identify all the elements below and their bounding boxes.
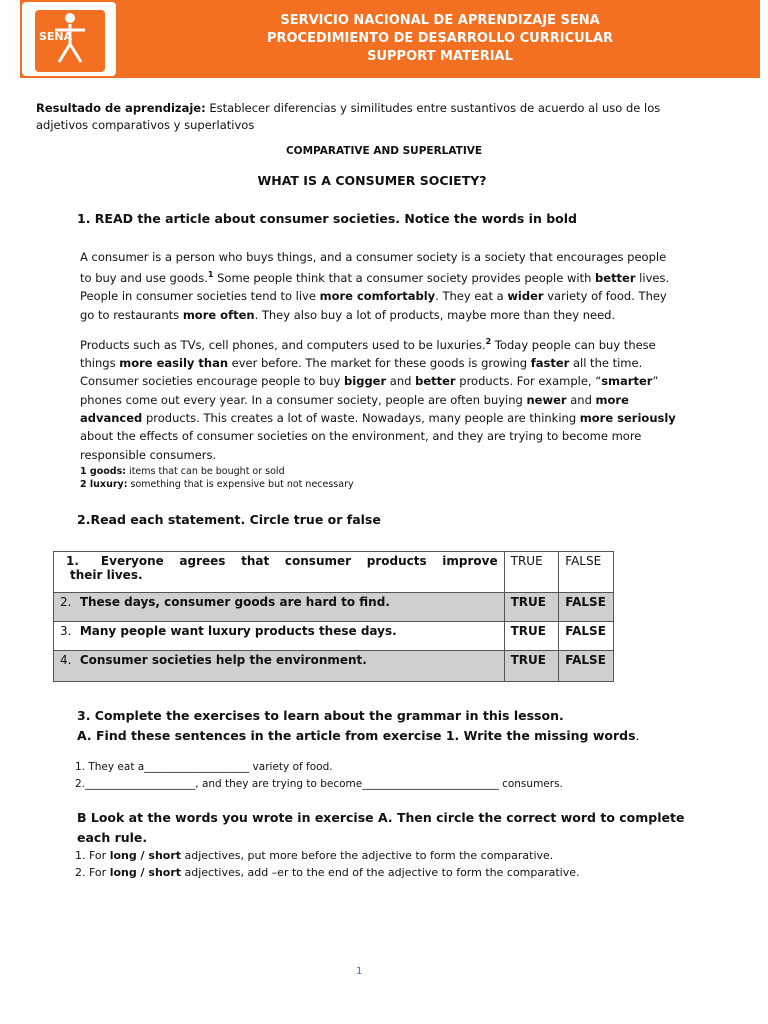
question-1: 1. READ the article about consumer societies. Notice the words in bold <box>77 211 577 226</box>
false-option[interactable]: FALSE <box>559 651 614 682</box>
fill-in-blanks <box>75 759 563 793</box>
true-option[interactable]: TRUE <box>504 593 559 622</box>
p2-line: things more easily than ever before. The market for these goods is growing faster all the time. <box>80 356 643 371</box>
false-option[interactable]: FALSE <box>559 552 614 593</box>
statement-cell: 2. These days, consumer goods are hard to find. <box>54 593 505 622</box>
true-option[interactable]: TRUE <box>504 552 559 593</box>
rule-1-choice[interactable]: long / short <box>109 849 182 862</box>
qb-line-2: each rule. <box>77 830 148 845</box>
p2-line: phones come out every year. In a consumer society, people are often buying newer and more <box>80 392 629 407</box>
p1-line: A consumer is a person who buys things, and a consumer society is a society that encourages people <box>80 250 667 264</box>
page-title: WHAT IS A CONSUMER SOCIETY? <box>257 173 487 188</box>
p1-line: People in consumer societies tend to live more comfortably. They eat a wider variety of food. They <box>80 289 667 304</box>
footnote-2: 2 luxury: something that is expensive but not necessary <box>80 478 354 490</box>
q3-line-1: 3. Complete the exercises to learn about the grammar in this lesson. <box>77 708 564 723</box>
question-2: 2.Read each statement. Circle true or false <box>77 512 381 527</box>
table-row <box>54 593 614 622</box>
header-line-1: SERVICIO NACIONAL DE APRENDIZAJE SENA <box>280 13 600 28</box>
paragraph-2 <box>80 333 688 464</box>
document-header <box>20 0 760 78</box>
header-line-2: PROCEDIMIENTO DE DESARROLLO CURRICULAR <box>266 31 614 46</box>
question-b <box>77 808 684 848</box>
p2-line: Consumer societies encourage people to buy bigger and better products. For example, “smarter” <box>80 374 659 389</box>
p2-line: about the effects of consumer societies on the environment, and they are trying to become more <box>80 429 642 444</box>
outcome-text-2: adjetivos comparativos y superlativos <box>36 118 255 132</box>
table-row <box>54 552 614 593</box>
outcome-label: Resultado de aprendizaje: <box>36 101 206 115</box>
statement-cell: 4. Consumer societies help the environment. <box>54 651 505 682</box>
p2-line: responsible consumers. <box>80 447 217 462</box>
p2-line: advanced products. This creates a lot of waste. Nowadays, many people are thinking more seriously <box>80 411 676 426</box>
true-option[interactable]: TRUE <box>504 622 559 651</box>
footnote-1: 1 goods: items that can be bought or sold <box>80 466 285 477</box>
rule-2: 2. For long / short adjectives, add –er to the end of the adjective to form the comparative. <box>75 866 580 879</box>
false-option[interactable]: FALSE <box>559 593 614 622</box>
q3-line-2: A. Find these sentences in the article from exercise 1. Write the missing words. <box>77 727 640 743</box>
sena-logo <box>20 0 118 78</box>
rule-2-choice[interactable]: long / short <box>109 866 182 879</box>
learning-outcome <box>36 100 716 134</box>
logo-text: SENA <box>39 30 73 43</box>
table-row <box>54 651 614 682</box>
blank-sentence-1[interactable]: 1. They eat a____________________ variety of food. <box>75 761 333 773</box>
header-line-3: SUPPORT MATERIAL <box>367 49 513 64</box>
rule-1: 1. For long / short adjectives, put more before the adjective to form the comparative. <box>75 849 554 862</box>
footnotes <box>80 466 354 491</box>
statement-cell: 1. Everyone agrees that consumer products improve their lives. <box>54 552 505 593</box>
header-title <box>120 12 760 66</box>
paragraph-1 <box>80 248 688 324</box>
p1-line: to buy and use goods.$^1$ Some people think that a consumer society provides people with better lives. <box>80 270 670 286</box>
subtitle: COMPARATIVE AND SUPERLATIVE <box>285 145 483 157</box>
qb-line-1: B Look at the words you wrote in exercise A. Then circle the correct word to complete <box>77 810 685 825</box>
outcome-text-1: Establecer diferencias y similitudes entre sustantivos de acuerdo al uso de los <box>209 101 661 115</box>
p1-line: go to restaurants more often. They also buy a lot of products, maybe more than they need. <box>80 307 616 322</box>
page-number: 1 <box>356 966 363 977</box>
p2-line: Products such as TVs, cell phones, and computers used to be luxuries.$^2$ Today people can buy these <box>80 337 656 352</box>
blank-sentence-2[interactable]: 2._____________________, and they are trying to become__________________________ consumers. <box>75 778 563 790</box>
sena-logo-icon <box>35 10 105 72</box>
false-option[interactable]: FALSE <box>559 622 614 651</box>
true-option[interactable]: TRUE <box>504 651 559 682</box>
question-3 <box>77 706 640 745</box>
true-false-table <box>53 551 614 682</box>
statement-cell: 3. Many people want luxury products these days. <box>54 622 505 651</box>
table-row <box>54 622 614 651</box>
rules <box>75 847 580 881</box>
